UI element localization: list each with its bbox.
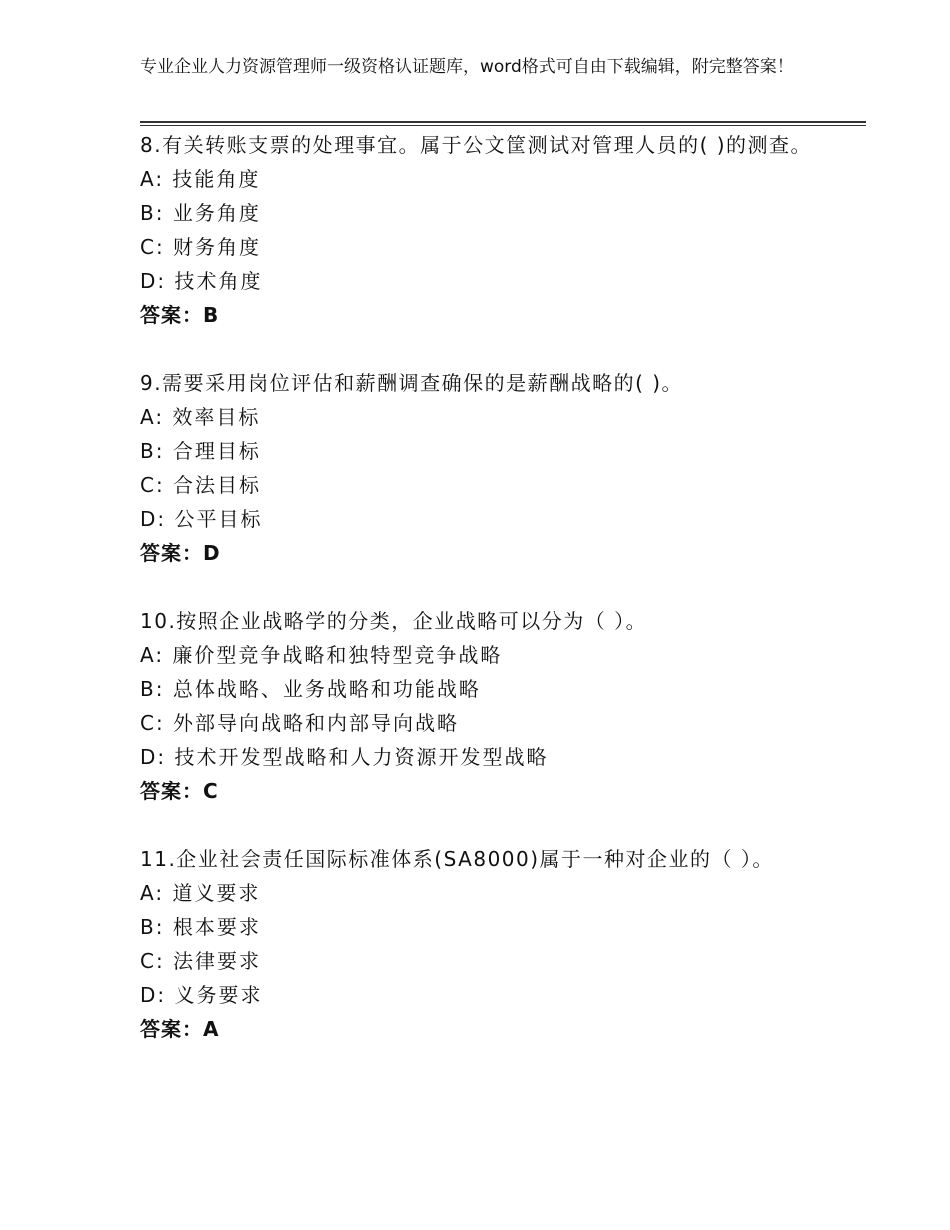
option-c: C: 法律要求: [140, 949, 262, 973]
option-b: B: 合理目标: [140, 439, 261, 463]
question-10: [140, 604, 840, 808]
option-a: A: 效率目标: [140, 405, 261, 429]
question-8: [140, 128, 840, 332]
question-list: [140, 128, 840, 1080]
option-d: D: 义务要求: [140, 983, 263, 1007]
option-a: A: 技能角度: [140, 167, 261, 191]
answer: 答案：C: [140, 779, 219, 803]
option-b: B: 业务角度: [140, 201, 261, 225]
question-stem: 11.企业社会责任国际标准体系(SA8000)属于一种对企业的（ ）。: [140, 847, 774, 871]
option-b: B: 根本要求: [140, 915, 261, 939]
answer: 答案：A: [140, 1017, 220, 1041]
option-a: A: 廉价型竞争战略和独特型竞争战略: [140, 643, 503, 667]
question-stem: 8.有关转账支票的处理事宜。属于公文筐测试对管理人员的( )的测查。: [140, 133, 813, 157]
option-c: C: 合法目标: [140, 473, 262, 497]
option-d: D: 公平目标: [140, 507, 263, 531]
option-b: B: 总体战略、业务战略和功能战略: [140, 677, 481, 701]
answer: 答案：D: [140, 541, 221, 565]
question-stem: 10.按照企业战略学的分类，企业战略可以分为（ ）。: [140, 609, 648, 633]
option-a: A: 道义要求: [140, 881, 261, 905]
option-c: C: 外部导向战略和内部导向战略: [140, 711, 460, 735]
header-divider-top: [140, 121, 866, 123]
question-9: [140, 366, 840, 570]
question-stem: 9.需要采用岗位评估和薪酬调查确保的是薪酬战略的( )。: [140, 371, 684, 395]
option-d: D: 技术开发型战略和人力资源开发型战略: [140, 745, 549, 769]
answer: 答案：B: [140, 303, 220, 327]
option-d: D: 技术角度: [140, 269, 263, 293]
question-11: [140, 842, 840, 1046]
document-header: 专业企业人力资源管理师一级资格认证题库，word格式可自由下载编辑，附完整答案！: [140, 57, 794, 77]
header-divider-bottom: [140, 125, 866, 126]
option-c: C: 财务角度: [140, 235, 262, 259]
